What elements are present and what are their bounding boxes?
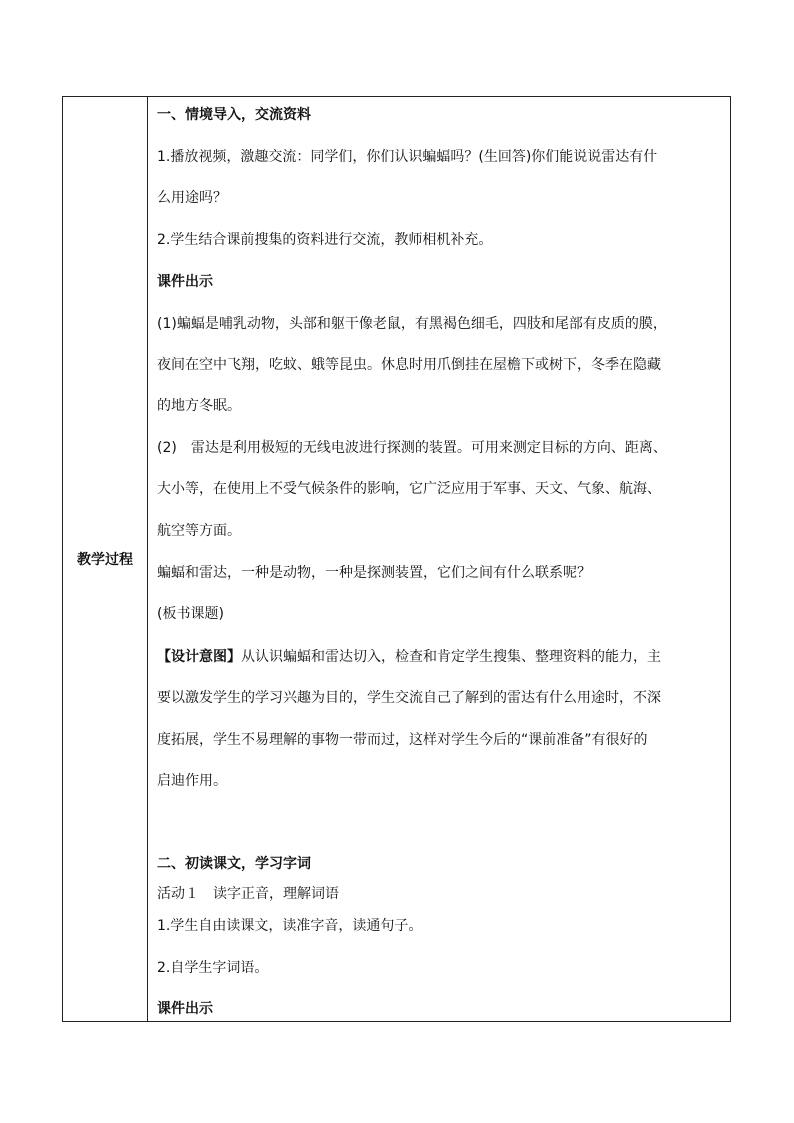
paragraph-line: 夜间在空中飞翔，吃蚊、蛾等昆虫。休息时用爪倒挂在屋檐下或树下，冬季在隐藏 (157, 357, 661, 373)
paragraph-line: 1.播放视频，激趣交流：同学们，你们认识蝙蝠吗？(生回答)你们能说说雷达有什 (157, 149, 658, 165)
design-intent-label: 【设计意图】 (157, 649, 241, 665)
design-intent-line (157, 647, 661, 667)
paragraph-line: 1.学生自由读课文，读准字音，读通句子。 (157, 918, 423, 934)
paragraph-line: 要以激发学生的学习兴趣为目的，学生交流自己了解到的雷达有什么用途时，不深 (157, 690, 661, 706)
column-divider (147, 97, 148, 1021)
paragraph-line: 的地方冬眠。 (157, 398, 241, 414)
paragraph-line: 度拓展，学生不易理解的事物一带而过，这样对学生今后的“课前准备”有很好的 (157, 732, 648, 748)
design-intent-text: 从认识蝙蝠和雷达切入，检查和肯定学生搜集、整理资料的能力，主 (241, 649, 661, 665)
paragraph-line: 航空等方面。 (157, 523, 241, 539)
paragraph-line: (2) 雷达是利用极短的无线电波进行探测的装置。可用来测定目标的方向、距离、 (157, 440, 667, 456)
paragraph-line: 2.自学生字词语。 (157, 960, 269, 976)
paragraph-line: 启迪作用。 (157, 773, 227, 789)
paragraph-line: (1)蝙蝠是哺乳动物，头部和躯干像老鼠，有黑褐色细毛，四肢和尾部有皮质的膜， (157, 316, 667, 332)
courseware-heading: 课件出示 (157, 1001, 213, 1017)
section-heading-2: 二、初读课文，学习字词 (157, 856, 311, 872)
paragraph-line: 2.学生结合课前搜集的资料进行交流，教师相机补充。 (157, 232, 493, 248)
paragraph-line: (板书课题) (157, 606, 224, 622)
paragraph-line: 蝙蝠和雷达，一种是动物，一种是探测装置，它们之间有什么联系呢？ (157, 565, 591, 581)
section-heading-1: 一、情境导入，交流资料 (157, 107, 311, 123)
activity-line: 活动１ 读字正音，理解词语 (157, 886, 339, 902)
courseware-heading: 课件出示 (157, 274, 213, 290)
paragraph-line: 大小等，在使用上不受气候条件的影响，它广泛应用于军事、天文、气象、航海、 (157, 481, 661, 497)
paragraph-line: 么用途吗？ (157, 190, 227, 206)
lesson-table (62, 96, 731, 1022)
row-label: 教学过程 (77, 552, 133, 568)
